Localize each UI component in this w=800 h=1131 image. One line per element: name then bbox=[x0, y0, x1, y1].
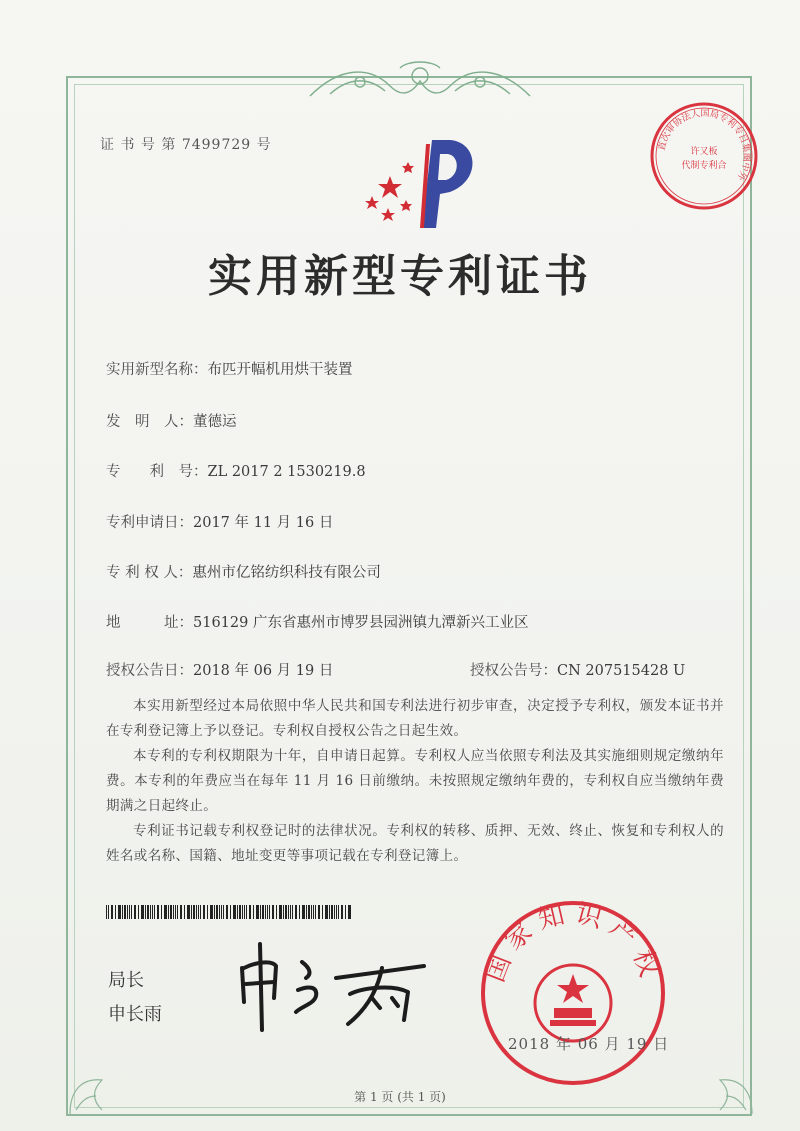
seal-ring-icon bbox=[648, 100, 760, 212]
ornament-top-icon bbox=[300, 56, 540, 106]
field-value: 516129 广东省惠州市博罗县园洲镇九潭新兴工业区 bbox=[193, 615, 529, 631]
certificate-number-label: 证 书 号 第 bbox=[100, 137, 177, 153]
certificate-number bbox=[100, 134, 272, 154]
field-label: 专 利 权 人： bbox=[106, 565, 193, 581]
field-grant-date bbox=[106, 659, 333, 680]
field-label: 发 明 人： bbox=[106, 414, 193, 430]
field-label: 专利申请日： bbox=[106, 515, 193, 531]
svg-text:国家知识产权局 bbox=[478, 898, 666, 988]
field-label: 专 利 号： bbox=[106, 464, 208, 480]
page-indicator: 第 1 页 (共 1 页) bbox=[354, 1090, 446, 1104]
state-ip-office-seal bbox=[478, 898, 668, 1088]
seal-ring-text: 国家知识产权 bbox=[480, 898, 667, 989]
director-title: 局长 bbox=[108, 970, 144, 991]
patent-office-logo-icon bbox=[350, 130, 490, 230]
field-inventor bbox=[106, 410, 237, 431]
field-utility-model-name bbox=[106, 358, 353, 379]
field-value: 董德运 bbox=[193, 414, 237, 430]
field-label: 授权公告日： bbox=[106, 663, 193, 679]
field-grant-number bbox=[470, 659, 685, 680]
field-label: 实用新型名称： bbox=[106, 362, 208, 378]
field-label: 地 址： bbox=[106, 615, 193, 631]
seal-date: 2018 年 06 月 19 日 bbox=[508, 1035, 670, 1053]
agency-seal bbox=[648, 100, 760, 212]
paragraph-term-and-fees: 本专利的专利权期限为十年，自申请日起算。专利权人应当依照专利法及其实施细则规定缴纳年费。本专利的年费应当在每年 11 月 16 日前缴纳。未按照规定缴纳年费的，专利权自应当缴纳年费期满之日起终止。 bbox=[106, 748, 724, 814]
field-address bbox=[106, 611, 528, 632]
director-name: 申长雨 bbox=[108, 1004, 162, 1025]
seal-emblem-icon bbox=[478, 898, 668, 1088]
field-patent-number bbox=[106, 460, 366, 481]
field-value: 惠州市亿铭纺织科技有限公司 bbox=[192, 565, 381, 581]
certificate-number-value: 7499729 bbox=[181, 137, 252, 153]
ornament-corner-icon bbox=[62, 1050, 132, 1120]
paragraph-grant-decision: 本实用新型经过本局依照中华人民共和国专利法进行初步审查，决定授予专利权，颁发本证书并在专利登记簿上予以登记。专利权自授权公告之日起生效。 bbox=[106, 698, 724, 739]
seal-center-line1: 许又板 bbox=[690, 147, 718, 157]
director-signature-icon bbox=[232, 938, 432, 1034]
ornament-corner-icon bbox=[690, 1050, 760, 1120]
field-patentee bbox=[106, 561, 381, 582]
field-value: 布匹开幅机用烘干装置 bbox=[207, 362, 353, 378]
field-value: CN 207515428 U bbox=[557, 663, 686, 679]
paragraph-legal-status: 专利证书记载专利权登记时的法律状况。专利权的转移、质押、无效、终止、恢复和专利权人的姓名或名称、国籍、地址变更等事项记载在专利登记簿上。 bbox=[106, 823, 724, 864]
certificate-number-suffix: 号 bbox=[256, 137, 272, 153]
barcode-icon bbox=[106, 905, 354, 919]
seal-center-line2: 代制专利合 bbox=[681, 161, 727, 171]
body-text bbox=[106, 694, 724, 869]
field-filing-date bbox=[106, 511, 333, 532]
field-value: 2017 年 11 月 16 日 bbox=[193, 515, 334, 531]
field-label: 授权公告号： bbox=[470, 663, 557, 679]
seal-ring-text: 直次审协法人国局专利专目集圈中外 bbox=[657, 108, 752, 182]
document-title: 实用新型专利证书 bbox=[208, 251, 592, 302]
field-value: ZL 2017 2 1530219.8 bbox=[207, 464, 366, 480]
field-value: 2018 年 06 月 19 日 bbox=[193, 663, 334, 679]
